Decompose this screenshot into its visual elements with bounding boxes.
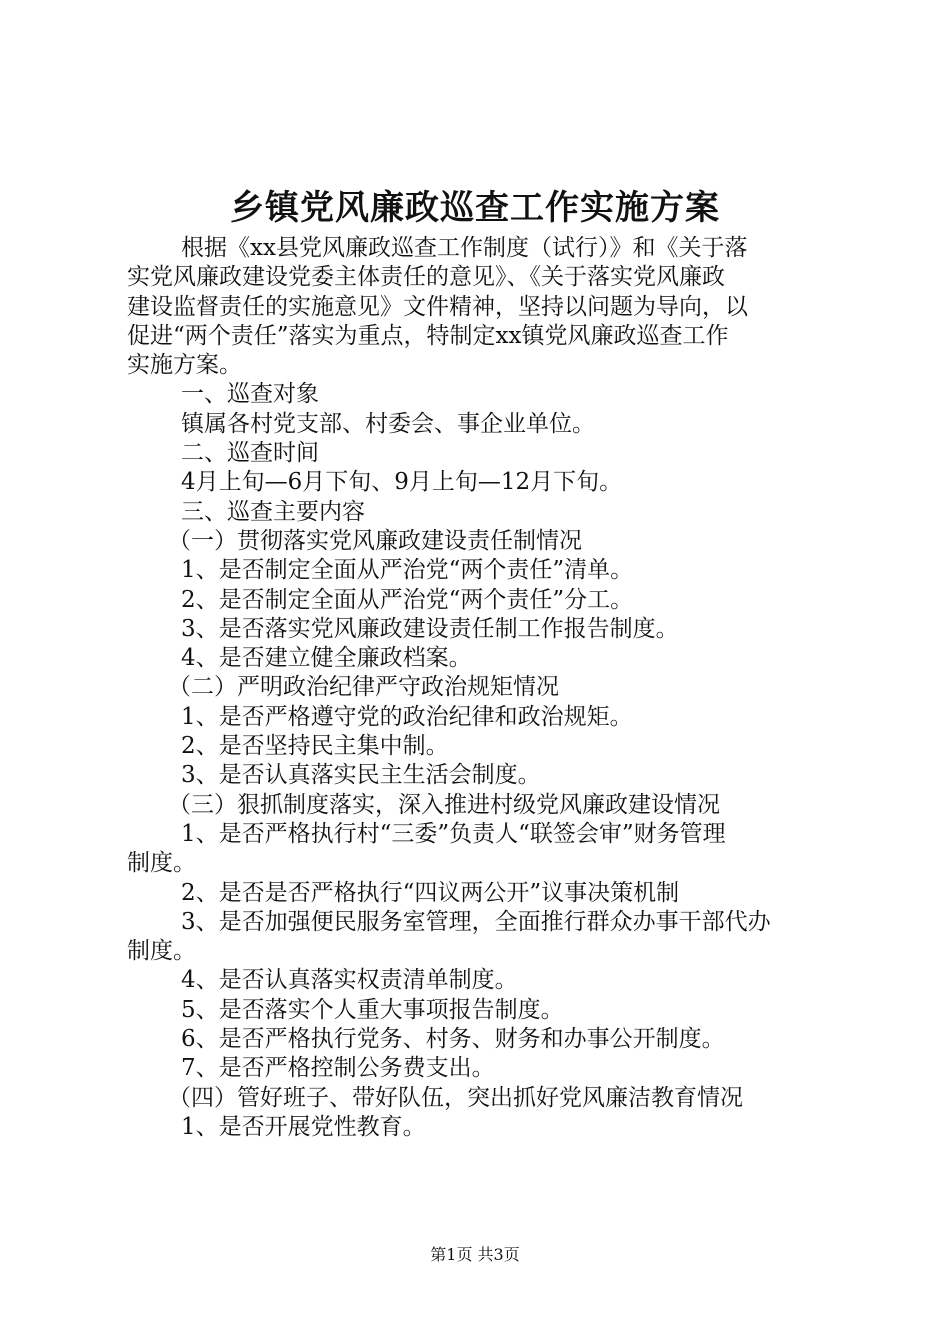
body-line: （二）严明政治纪律严守政治规矩情况 xyxy=(168,674,559,701)
document-title: 乡镇党风廉政巡查工作实施方案 xyxy=(230,188,720,228)
document-body xyxy=(127,234,830,1142)
body-line: 一、巡查对象 xyxy=(181,381,319,408)
body-line: 7、是否严格控制公务费支出。 xyxy=(181,1055,495,1082)
body-line: 3、是否加强便民服务室管理，全面推行群众办事干部代办 xyxy=(181,908,771,935)
body-line: 镇属各村党支部、村委会、事企业单位。 xyxy=(181,410,595,437)
body-line: 1、是否严格执行村“三委”负责人“联签会审”财务管理 xyxy=(181,820,726,847)
body-line: 5、是否落实个人重大事项报告制度。 xyxy=(181,996,564,1023)
body-line: 二、巡查时间 xyxy=(181,440,319,467)
body-line: 4、是否建立健全廉政档案。 xyxy=(181,645,472,672)
page-footer: 第1页 共3页 xyxy=(430,1245,520,1264)
body-line: 1、是否开展党性教育。 xyxy=(181,1113,426,1140)
body-line: （三）狠抓制度落实，深入推进村级党风廉政建设情况 xyxy=(168,791,720,818)
body-line: 制度。 xyxy=(127,938,196,965)
body-line: （四）管好班子、带好队伍，突出抓好党风廉洁教育情况 xyxy=(168,1084,743,1111)
body-line: 促进“两个责任”落实为重点，特制定xx镇党风廉政巡查工作 xyxy=(127,322,729,349)
body-line: 2、是否制定全面从严治党“两个责任”分工。 xyxy=(181,586,634,613)
body-line: （一）贯彻落实党风廉政建设责任制情况 xyxy=(168,527,582,554)
body-line: 制度。 xyxy=(127,850,196,877)
body-line: 2、是否坚持民主集中制。 xyxy=(181,733,449,760)
body-line: 1、是否制定全面从严治党“两个责任”清单。 xyxy=(181,557,634,584)
body-line: 实党风廉政建设党委主体责任的意见》、《关于落实党风廉政 xyxy=(127,264,725,291)
body-line: 6、是否严格执行党务、村务、财务和办事公开制度。 xyxy=(181,1026,725,1053)
body-line: 根据《xx县党风廉政巡查工作制度（试行）》和《关于落 xyxy=(181,235,748,261)
body-line: 实施方案。 xyxy=(127,352,242,379)
body-line: 三、巡查主要内容 xyxy=(181,498,365,525)
body-line: 2、是否是否严格执行“四议两公开”议事决策机制 xyxy=(181,879,680,906)
body-line: 4月上旬—6月下旬、9月上旬—12月下旬。 xyxy=(181,469,623,496)
body-line: 建设监督责任的实施意见》文件精神，坚持以问题为导向，以 xyxy=(127,293,748,320)
body-line: 1、是否严格遵守党的政治纪律和政治规矩。 xyxy=(181,703,633,730)
body-line: 3、是否认真落实民主生活会制度。 xyxy=(181,762,541,789)
body-line: 4、是否认真落实权责清单制度。 xyxy=(181,967,518,994)
body-line: 3、是否落实党风廉政建设责任制工作报告制度。 xyxy=(181,615,679,642)
